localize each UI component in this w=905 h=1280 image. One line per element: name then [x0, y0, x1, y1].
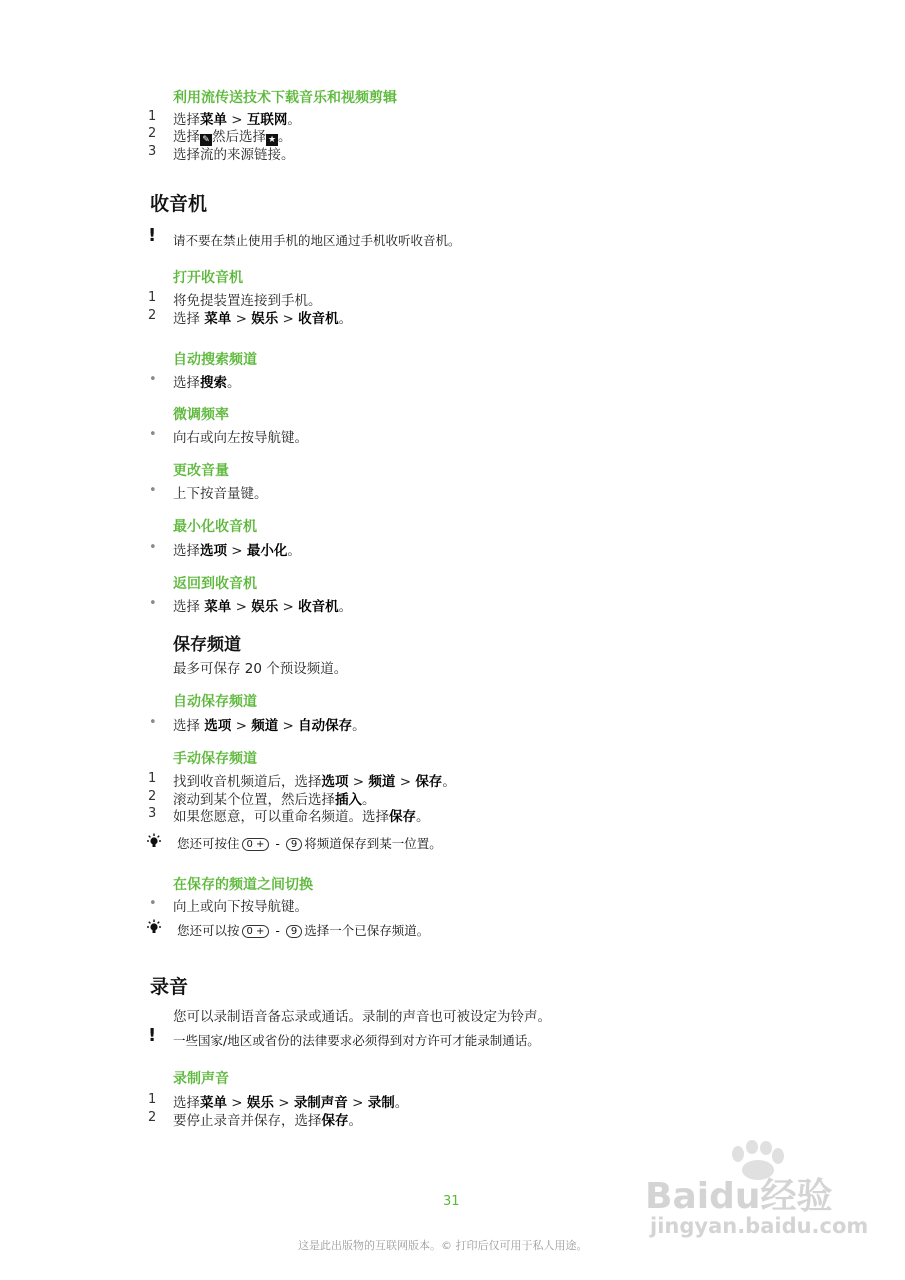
bullet: •	[149, 427, 157, 442]
key-9: 9	[286, 925, 302, 938]
step-number: 2	[148, 126, 157, 141]
step-text: 选择 菜单 > 娱乐 > 收音机。	[173, 311, 353, 327]
stream-title: 利用流传送技术下载音乐和视频剪辑	[173, 90, 397, 106]
watermark-brand: Baidu经验	[645, 1176, 833, 1217]
step-text: 选择菜单 > 互联网。	[173, 112, 301, 128]
page-number: 31	[443, 1194, 460, 1209]
step-number: 2	[148, 789, 157, 804]
minimize-title: 最小化收音机	[173, 519, 257, 535]
back-title: 返回到收音机	[173, 576, 257, 592]
step-text: 找到收音机频道后，选择选项 > 频道 > 保存。	[173, 774, 456, 790]
tip-text: 您还可按住 0 + - 9 将频道保存到某一位置。	[177, 836, 442, 851]
bullet-text: 选择搜索。	[173, 375, 241, 391]
bullet-text: 选择 选项 > 频道 > 自动保存。	[173, 718, 366, 734]
bullet: •	[149, 483, 157, 498]
step-number: 2	[148, 1110, 157, 1125]
bullet: •	[149, 896, 157, 911]
footer-note: 这是此出版物的互联网版本。© 打印后仅可用于私人用途。	[298, 1239, 588, 1252]
bullet: •	[149, 596, 157, 611]
tip-text: 您还可以按 0 + - 9 选择一个已保存频道。	[177, 923, 430, 938]
switch-title: 在保存的频道之间切换	[173, 877, 313, 893]
step-text: 滚动到某个位置，然后选择插入。	[173, 792, 376, 808]
auto-save-title: 自动保存频道	[173, 694, 257, 710]
star-icon: ★	[267, 135, 277, 145]
save-heading: 保存频道	[173, 635, 241, 655]
record-warning: 一些国家/地区或省份的法律要求必须得到对方许可才能录制通话。	[173, 1033, 540, 1048]
step-number: 1	[148, 290, 157, 305]
bullet-text: 选择 菜单 > 娱乐 > 收音机。	[173, 599, 353, 615]
step-number: 1	[148, 1092, 157, 1107]
step-text: 要停止录音并保存，选择保存。	[173, 1113, 362, 1129]
manual-save-title: 手动保存频道	[173, 751, 257, 767]
bullet-text: 选择选项 > 最小化。	[173, 543, 301, 559]
warning-icon: !	[148, 1025, 157, 1046]
open-radio-title: 打开收音机	[173, 270, 243, 286]
warning-icon: !	[148, 225, 157, 246]
pencil-icon: ✎	[200, 134, 212, 146]
bullet-text: 向右或向左按导航键。	[173, 430, 308, 446]
tip-bulb-icon	[146, 919, 162, 935]
step-text: 如果您愿意，可以重命名频道。选择保存。	[173, 809, 430, 825]
auto-search-title: 自动搜索频道	[173, 352, 257, 368]
step-text: 选择流的来源链接。	[173, 147, 295, 163]
radio-heading: 收音机	[150, 193, 208, 215]
record-intro: 您可以录制语音备忘录或通话。录制的声音也可被设定为铃声。	[173, 1009, 551, 1025]
watermark-url: jingyan.baidu.com	[650, 1214, 869, 1238]
record-sound-title: 录制声音	[173, 1071, 229, 1087]
bullet: •	[149, 372, 157, 387]
bullet: •	[149, 715, 157, 730]
fine-tune-title: 微调频率	[173, 407, 229, 423]
radio-warning: 请不要在禁止使用手机的地区通过手机收听收音机。	[173, 233, 461, 248]
key-0-plus: 0 +	[242, 838, 270, 851]
save-intro: 最多可保存 20 个预设频道。	[173, 661, 348, 677]
step-text: 选择菜单 > 娱乐 > 录制声音 > 录制。	[173, 1095, 409, 1111]
step-number: 3	[148, 806, 157, 821]
key-9: 9	[286, 838, 302, 851]
step-number: 1	[148, 109, 157, 124]
record-heading: 录音	[150, 976, 189, 998]
step-text: 将免提装置连接到手机。	[173, 293, 322, 309]
bullet-text: 上下按音量键。	[173, 486, 268, 502]
bullet: •	[149, 540, 157, 555]
step-text: 选择 ✎ 然后选择 ★ 。	[173, 129, 292, 145]
step-number: 2	[148, 308, 157, 323]
step-number: 1	[148, 771, 157, 786]
bullet-text: 向上或向下按导航键。	[173, 899, 308, 915]
step-number: 3	[148, 144, 157, 159]
tip-bulb-icon	[146, 833, 162, 849]
key-0-plus: 0 +	[242, 925, 270, 938]
volume-title: 更改音量	[173, 463, 229, 479]
